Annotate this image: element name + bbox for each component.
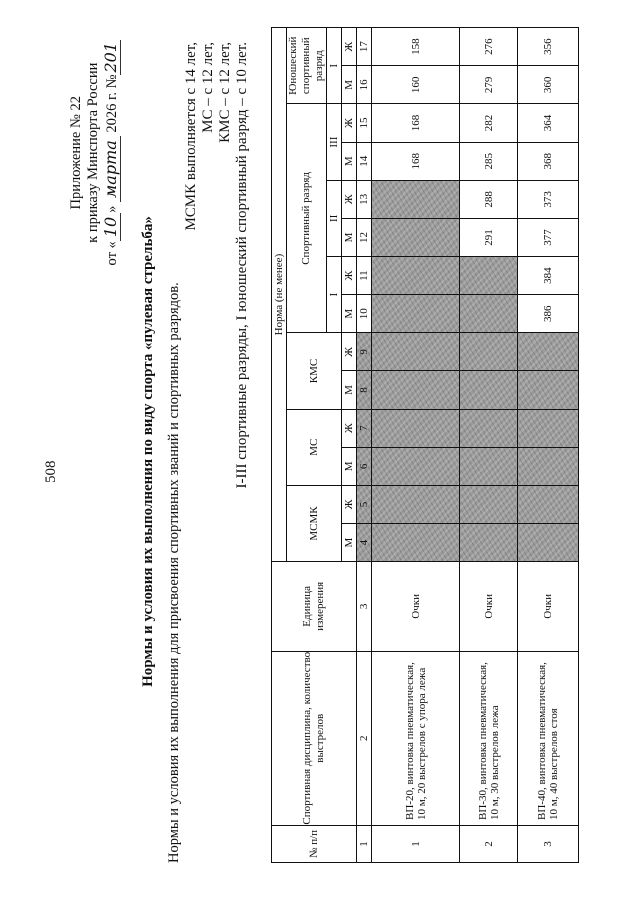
header-m: М bbox=[342, 142, 357, 180]
header-f: Ж bbox=[342, 485, 357, 523]
header-f: Ж bbox=[342, 409, 357, 447]
empty-cell bbox=[460, 485, 518, 523]
header-msmk: МСМК bbox=[287, 485, 342, 561]
appendix-date-line bbox=[102, 40, 121, 265]
rule-msmk: МСМК выполняется с 14 лет, bbox=[183, 42, 199, 231]
header-f: Ж bbox=[342, 333, 357, 371]
col-number: 12 bbox=[357, 218, 372, 256]
col-number: 6 bbox=[357, 447, 372, 485]
norm-value: 276 bbox=[460, 28, 518, 66]
norm-value: 377 bbox=[518, 218, 579, 256]
header-num: № п/п bbox=[272, 825, 357, 862]
row-number: 1 bbox=[372, 825, 460, 862]
col-number: 4 bbox=[357, 524, 372, 562]
empty-cell bbox=[518, 447, 579, 485]
norm-value: 285 bbox=[460, 142, 518, 180]
age-rules bbox=[183, 42, 251, 489]
header-m: М bbox=[342, 524, 357, 562]
empty-cell bbox=[372, 447, 460, 485]
empty-cell bbox=[372, 333, 460, 371]
col-number: 15 bbox=[357, 104, 372, 142]
col-number: 2 bbox=[357, 651, 372, 825]
row-number: 3 bbox=[518, 825, 579, 862]
header-m: М bbox=[342, 66, 357, 104]
col-number: 3 bbox=[357, 562, 372, 651]
col-number: 11 bbox=[357, 257, 372, 295]
norm-value: 160 bbox=[372, 66, 460, 104]
empty-cell bbox=[372, 485, 460, 523]
header-m: М bbox=[342, 218, 357, 256]
norm-value: 282 bbox=[460, 104, 518, 142]
empty-cell bbox=[372, 218, 460, 256]
row-unit: Очки bbox=[372, 562, 460, 651]
row-discipline: ВП-30, винтовка пневматическая, 10 м, 30 выстрелов лежа bbox=[460, 651, 518, 825]
table-row bbox=[518, 28, 579, 863]
norm-value: 373 bbox=[518, 180, 579, 218]
empty-cell bbox=[460, 447, 518, 485]
header-norm: Норма (не менее) bbox=[272, 28, 287, 562]
empty-cell bbox=[460, 409, 518, 447]
norm-value: 386 bbox=[518, 295, 579, 333]
year-text: 2026 г. № bbox=[104, 74, 120, 133]
col-number: 10 bbox=[357, 295, 372, 333]
header-rank-2: II bbox=[327, 180, 342, 256]
norm-value: 168 bbox=[372, 104, 460, 142]
empty-cell bbox=[518, 485, 579, 523]
appendix-block bbox=[68, 40, 121, 265]
row-unit: Очки bbox=[518, 562, 579, 651]
header-m: М bbox=[342, 447, 357, 485]
handwritten-month: марта bbox=[101, 136, 121, 202]
empty-cell bbox=[518, 409, 579, 447]
empty-cell bbox=[372, 295, 460, 333]
norm-value: 279 bbox=[460, 66, 518, 104]
header-youth-rank: Юношеский спортивный разряд bbox=[287, 28, 327, 104]
col-number: 14 bbox=[357, 142, 372, 180]
handwritten-day: 10 bbox=[101, 213, 121, 241]
empty-cell bbox=[372, 371, 460, 409]
norm-value: 158 bbox=[372, 28, 460, 66]
col-number: 16 bbox=[357, 66, 372, 104]
norm-value: 384 bbox=[518, 257, 579, 295]
document-title: Нормы и условия их выполнения по виду спорта «пулевая стрельба» bbox=[140, 216, 156, 687]
rule-kms: КМС – с 12 лет, bbox=[217, 42, 233, 143]
header-ms: МС bbox=[287, 409, 342, 485]
header-unit: Единица измерения bbox=[272, 562, 357, 651]
empty-cell bbox=[518, 524, 579, 562]
row-unit: Очки bbox=[460, 562, 518, 651]
rule-ranks: I-III спортивные разряды, I юношеский спортивный разряд – с 10 лет. bbox=[234, 42, 250, 489]
col-number: 5 bbox=[357, 485, 372, 523]
header-f: Ж bbox=[342, 104, 357, 142]
appendix-line2: к приказу Минспорта России bbox=[85, 62, 101, 243]
norms-table bbox=[271, 27, 579, 863]
header-rank-1: I bbox=[327, 257, 342, 333]
col-number: 13 bbox=[357, 180, 372, 218]
appendix-line1: Приложение № 22 bbox=[68, 96, 84, 210]
header-m: М bbox=[342, 371, 357, 409]
col-number: 7 bbox=[357, 409, 372, 447]
norm-value: 368 bbox=[518, 142, 579, 180]
empty-cell bbox=[372, 409, 460, 447]
date-mid: » bbox=[104, 201, 120, 213]
header-discipline: Спортивная дисциплина, количество выстрелов bbox=[272, 651, 357, 825]
row-discipline: ВП-20, винтовка пневматическая, 10 м, 20 выстрелов с упора лежа bbox=[372, 651, 460, 825]
header-rank-3: III bbox=[327, 104, 342, 180]
header-youth-1: I bbox=[327, 28, 342, 104]
page-number: 508 bbox=[43, 460, 59, 483]
header-sport-rank: Спортивный разряд bbox=[287, 104, 327, 333]
column-number-row bbox=[357, 28, 372, 863]
col-number: 1 bbox=[357, 825, 372, 862]
header-f: Ж bbox=[342, 28, 357, 66]
header-f: Ж bbox=[342, 257, 357, 295]
row-discipline: ВП-40, винтовка пневматическая, 10 м, 40 выстрелов стоя bbox=[518, 651, 579, 825]
empty-cell bbox=[460, 333, 518, 371]
norm-value: 360 bbox=[518, 66, 579, 104]
empty-cell bbox=[372, 257, 460, 295]
rule-ms: МС – с 12 лет, bbox=[200, 42, 216, 133]
empty-cell bbox=[460, 524, 518, 562]
handwritten-order-number: 201 bbox=[101, 42, 120, 73]
empty-cell bbox=[460, 295, 518, 333]
col-number: 17 bbox=[357, 28, 372, 66]
norm-value: 291 bbox=[460, 218, 518, 256]
document-subtitle: Нормы и условия их выполнения для присвоения спортивных званий и спортивных разрядов. bbox=[166, 282, 182, 863]
norm-value: 168 bbox=[372, 142, 460, 180]
norm-value: 356 bbox=[518, 28, 579, 66]
norm-value: 288 bbox=[460, 180, 518, 218]
row-number: 2 bbox=[460, 825, 518, 862]
norm-value: 364 bbox=[518, 104, 579, 142]
table-row bbox=[460, 28, 518, 863]
date-prefix: от « bbox=[104, 241, 120, 266]
empty-cell bbox=[460, 257, 518, 295]
empty-cell bbox=[372, 180, 460, 218]
empty-cell bbox=[460, 371, 518, 409]
empty-cell bbox=[518, 371, 579, 409]
empty-cell bbox=[372, 524, 460, 562]
table-row bbox=[372, 28, 460, 863]
col-number: 8 bbox=[357, 371, 372, 409]
empty-cell bbox=[518, 333, 579, 371]
header-m: М bbox=[342, 295, 357, 333]
header-f: Ж bbox=[342, 180, 357, 218]
col-number: 9 bbox=[357, 333, 372, 371]
header-kms: КМС bbox=[287, 333, 342, 409]
